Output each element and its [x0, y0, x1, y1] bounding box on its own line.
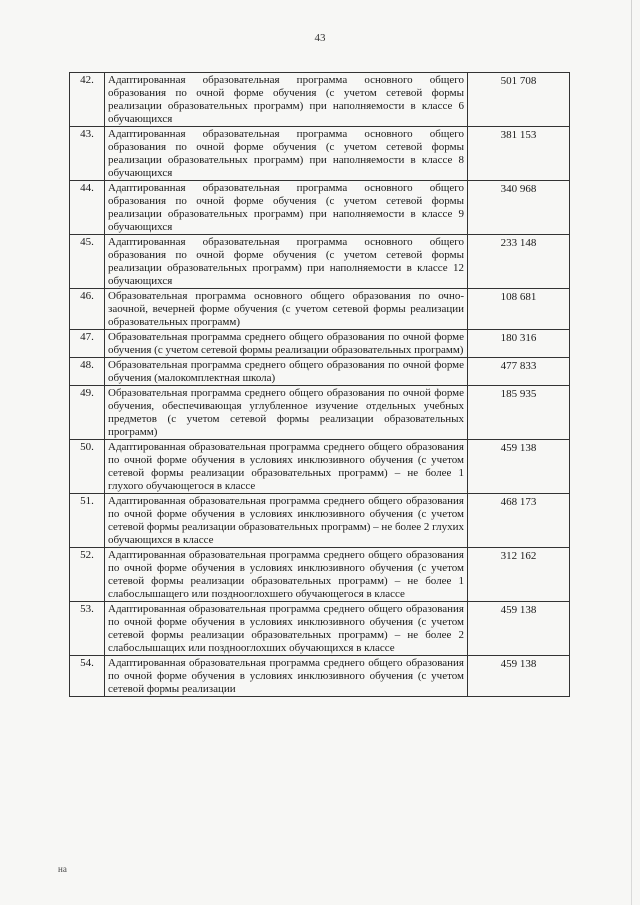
row-value: 459 138: [468, 602, 570, 656]
row-value: 340 968: [468, 181, 570, 235]
row-value: 381 153: [468, 127, 570, 181]
table-row: [70, 494, 570, 548]
row-description: Адаптированная образовательная программа основного общего образования по очной форме обучения (с учетом сетевой формы реализации образовательных программ) при наполняемости в классе 9 обучающихся: [105, 181, 468, 235]
row-value: 459 138: [468, 656, 570, 697]
footer-note: на: [58, 864, 67, 874]
row-description: Образовательная программа среднего общего образования по очной форме обучения (с учетом сетевой формы реализации образовательных программ): [105, 330, 468, 358]
table-row: [70, 235, 570, 289]
table-row: [70, 602, 570, 656]
table-row: [70, 656, 570, 697]
row-description: Адаптированная образовательная программа среднего общего образования по очной форме обучения в условиях инклюзивного обучения (с учетом сетевой формы реализации: [105, 656, 468, 697]
row-value: 459 138: [468, 440, 570, 494]
row-number: 46.: [70, 289, 105, 330]
row-number: 53.: [70, 602, 105, 656]
table-row: [70, 127, 570, 181]
row-number: 52.: [70, 548, 105, 602]
table-row: [70, 181, 570, 235]
row-description: Адаптированная образовательная программа основного общего образования по очной форме обучения (с учетом сетевой формы реализации образовательных программ) при наполняемости в классе 6 обучающихся: [105, 73, 468, 127]
row-number: 50.: [70, 440, 105, 494]
table-row: [70, 73, 570, 127]
page-number: 43: [314, 32, 326, 44]
table-row: [70, 440, 570, 494]
row-description: Адаптированная образовательная программа основного общего образования по очной форме обучения (с учетом сетевой формы реализации образовательных программ) при наполняемости в классе 12 обучающихся: [105, 235, 468, 289]
table-row: [70, 330, 570, 358]
row-description: Адаптированная образовательная программа среднего общего образования по очной форме обучения в условиях инклюзивного обучения (с учетом сетевой формы реализации образовательных программ) – не более 2 слабослышащих или позднооглохших обучающихся в классе: [105, 602, 468, 656]
row-value: 180 316: [468, 330, 570, 358]
row-description: Адаптированная образовательная программа среднего общего образования по очной форме обучения в условиях инклюзивного обучения (с учетом сетевой формы реализации образовательных программ) – не более 1 глухого обучающегося в классе: [105, 440, 468, 494]
row-number: 49.: [70, 386, 105, 440]
row-number: 45.: [70, 235, 105, 289]
row-value: 108 681: [468, 289, 570, 330]
row-number: 42.: [70, 73, 105, 127]
row-description: Адаптированная образовательная программа основного общего образования по очной форме обучения (с учетом сетевой формы реализации образовательных программ) при наполняемости в классе 8 обучающихся: [105, 127, 468, 181]
row-value: 477 833: [468, 358, 570, 386]
row-number: 54.: [70, 656, 105, 697]
row-value: 233 148: [468, 235, 570, 289]
row-number: 47.: [70, 330, 105, 358]
table-row: [70, 289, 570, 330]
row-description: Адаптированная образовательная программа среднего общего образования по очной форме обучения в условиях инклюзивного обучения (с учетом сетевой формы реализации образовательных программ) – не более 2 глухих обучающихся в классе: [105, 494, 468, 548]
row-value: 468 173: [468, 494, 570, 548]
row-description: Адаптированная образовательная программа среднего общего образования по очной форме обучения в условиях инклюзивного обучения (с учетом сетевой формы реализации образовательных программ) – не более 1 слабослышащего или позднооглохшего обучающегося в классе: [105, 548, 468, 602]
row-value: 185 935: [468, 386, 570, 440]
row-description: Образовательная программа среднего общего образования по очной форме обучения, обеспечивающая углубленное изучение отдельных учебных предметов (с учетом сетевой формы реализации образовательных программ): [105, 386, 468, 440]
table-row: [70, 548, 570, 602]
row-number: 51.: [70, 494, 105, 548]
tariff-table: [69, 72, 570, 697]
row-number: 43.: [70, 127, 105, 181]
table-row: [70, 358, 570, 386]
table-row: [70, 386, 570, 440]
row-value: 501 708: [468, 73, 570, 127]
row-number: 44.: [70, 181, 105, 235]
row-description: Образовательная программа среднего общего образования по очной форме обучения (малокомплектная школа): [105, 358, 468, 386]
row-description: Образовательная программа основного общего образования по очно-заочной, вечерней форме обучения (с учетом сетевой формы реализации образовательных программ): [105, 289, 468, 330]
row-number: 48.: [70, 358, 105, 386]
scan-edge-line: [631, 0, 632, 905]
row-value: 312 162: [468, 548, 570, 602]
